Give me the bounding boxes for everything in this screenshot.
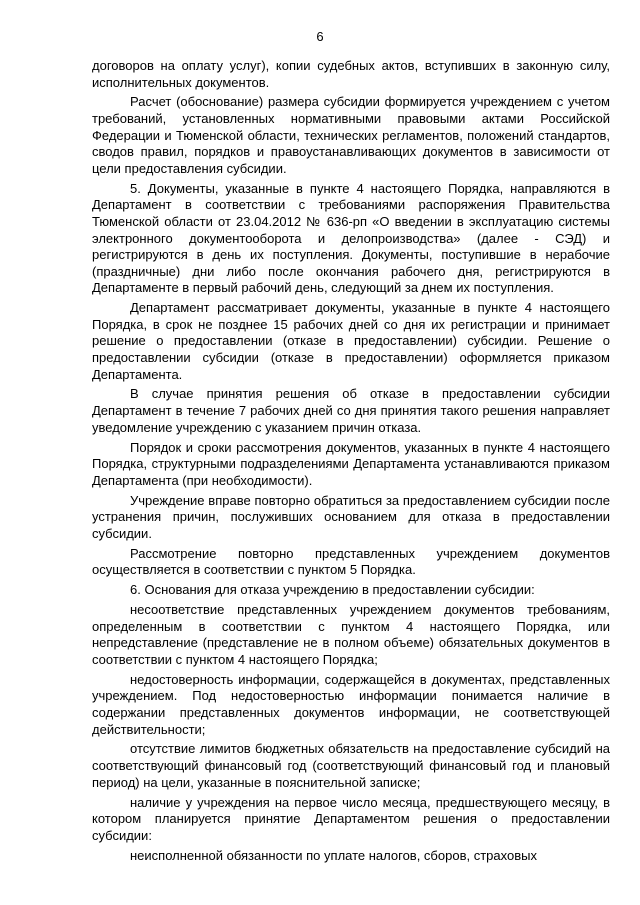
paragraph: наличие у учреждения на первое число месяца, предшествующего месяцу, в котором планируется принятие Департаментом решения о предоставлении субсидии: [92,794,610,843]
paragraph: 5. Документы, указанные в пункте 4 настоящего Порядка, направляются в Департамент в соответствии с требованиями распоряжения Правительства Тюменской области от 23.04.2012 № 636-рп «О введении в эксплуатацию системы электронного документооборота и делопроизводства» (далее - СЭД) и регистрируются в день их поступления. Документы, поступившие в нерабочие (праздничные) дни либо после окончания рабочего дня, регистрируются в Департаменте в первый рабочий день, следующий за днем их поступления. [92,180,610,296]
paragraph: несоответствие представленных учреждением документов требованиям, определенным в соответствии с пунктом 4 настоящего Порядка, или непредставление (представление не в полном объеме) обязательных документов в соответствии с пунктом 4 настоящего Порядка; [92,602,610,667]
paragraph: Расчет (обоснование) размера субсидии формируется учреждением с учетом требований, установленных нормативными правовыми актами Российской Федерации и Тюменской области, технических регламентов, положений стандартов, сводов правил, порядков и правоустанавливающих документов в зависимости от цели предоставления субсидии. [92,94,610,176]
paragraph: Департамент рассматривает документы, указанные в пункте 4 настоящего Порядка, в срок не позднее 15 рабочих дней со дня их регистрации и принимает решение о предоставлении (отказе в предоставлении) субсидии. Решение о предоставлении субсидии (отказе в предоставлении) оформляется приказом Департамента. [92,300,610,382]
page-number: 6 [316,29,324,44]
paragraph: договоров на оплату услуг), копии судебных актов, вступивших в законную силу, исполнительных документов. [92,58,610,90]
paragraph: Учреждение вправе повторно обратиться за предоставлением субсидии после устранения причин, послуживших основанием для отказа в предоставлении субсидии. [92,492,610,541]
paragraph: Порядок и сроки рассмотрения документов, указанных в пункте 4 настоящего Порядка, структурными подразделениями Департамента устанавливаются приказом Департамента (при необходимости). [92,439,610,488]
document-body [92,58,610,867]
paragraph: недостоверность информации, содержащейся в документах, представленных учреждением. Под недостоверностью информации понимается наличие в содержании представленных документов информации, не соответствующей действительности; [92,671,610,737]
paragraph: 6. Основания для отказа учреждению в предоставлении субсидии: [130,582,535,598]
paragraph: неисполненной обязанности по уплате налогов, сборов, страховых [130,847,537,863]
paragraph: Рассмотрение повторно представленных учреждением документов осуществляется в соответствии с пунктом 5 Порядка. [92,545,610,578]
paragraph: отсутствие лимитов бюджетных обязательств на предоставление субсидий на соответствующий финансовый год (соответствующий финансовый год и плановый период) на цели, указанные в пояснительной записке; [92,741,610,790]
paragraph: В случае принятия решения об отказе в предоставлении субсидии Департамент в течение 7 рабочих дней со дня принятия такого решения направляет уведомление учреждению с указанием причин отказа. [92,386,610,435]
